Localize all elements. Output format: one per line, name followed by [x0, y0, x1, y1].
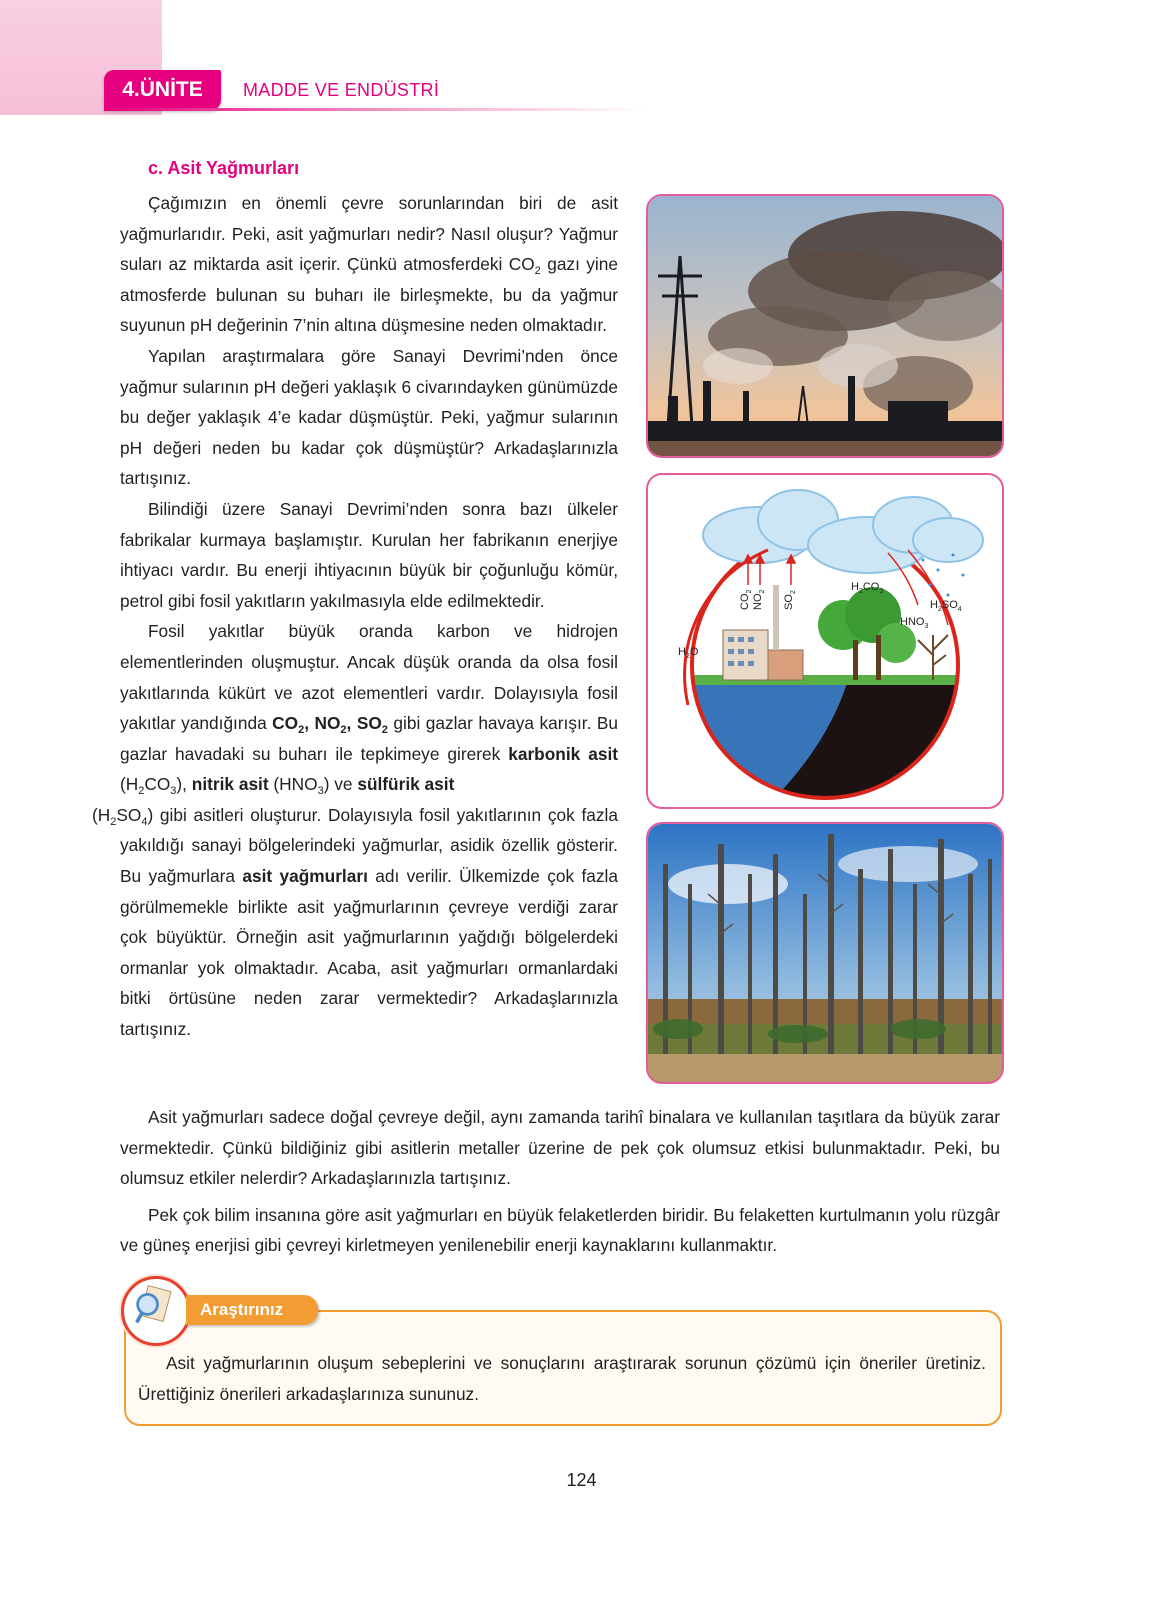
svg-text:HNO3: $HNO_3$ [900, 616, 929, 630]
svg-text:H2O: $H_2O$ [678, 646, 699, 660]
full-width-text [120, 1102, 1000, 1261]
no2-label: NO [752, 593, 764, 610]
paragraph-1: Çağımızın en önemli çevre sorunlarından biri de asit yağmurlarıdır. Peki, asit yağmurları nedir? Nasıl oluşur? Yağmur suları az miktarda asit içerir. Çünkü atmosferdeki $CO_2$ gazı yine atmosferde bulunan su buharı ile birleşmekte, bu da yağmur suyunun pH değerinin 7’nin altına düşmesine neden olmaktadır. [120, 193, 618, 336]
svg-text:SO2: $SO_2$ [783, 590, 797, 610]
svg-text:H2SO4: $H_2SO_4$ [930, 599, 962, 613]
svg-text:NO2: $NO_2$ [752, 589, 766, 610]
dead-forest-photo [646, 822, 1004, 1084]
h2co3-label: H [851, 581, 859, 593]
svg-text:CO2: $CO_2$ [739, 589, 753, 610]
paragraph-2: Yapılan araştırmalara göre Sanayi Devrimi’nden önce yağmur sularının pH değeri yaklaşık 6 civarındayken günümüzde bu değer yaklaşık 4’e kadar düşmüştür. Peki, yağmur sularının pH değeri neden bu kadar çok düşmüştür? Arkadaşlarınızla tartışınız. [120, 345, 618, 489]
paragraph-5: Asit yağmurları sadece doğal çevreye değil, aynı zamanda tarihî binalara ve kullanılan taşıtlara da büyük zarar vermektedir. Çünkü bildiğiniz gibi asitlerin metaller üzerine de pek çok olumsuz etkisi bulunmaktadır. Peki, bu olumsuz etkiler nelerdir? Arkadaşlarınızla tartışınız. [120, 1107, 1000, 1189]
paragraph-4: Fosil yakıtlar büyük oranda karbon ve hidrojen elementlerinden oluşmuştur. Ancak düşük oranda da olsa fosil yakıtlarında kükürt ve azot elementleri vardır. Dolayısıyla fosil yakıtlar yandığında $CO_2$, $NO_2$, $SO_2$ gibi gazlar havaya karışır. Bu gazlar havadaki su buharı ile tepkimeye girerek karbonik asit $(H_2CO_3)$, nitrik asit $(HNO_3)$ ve sülfürik asit $(H_2SO_4)$ gibi asitleri oluşturur. Dolayısıyla fosil yakıtlarının çok fazla yakıldığı sanayi bölgelerindeki yağmurlar, asidik özellik gösterir. Bu yağmurlara asit yağmurları adı verilir. Ülkemizde çok fazla görülmemekle birlikte asit yağmurlarının çevreye verdiği zarar çok büyüktür. Örneğin asit yağmurlarının yağdığı bölgelerdeki ormanlar yok olmaktadır. Acaba, asit yağmurları ormanlardaki bitki örtüsüne neden zarar vermektedir? Arkadaşlarınızla tartışınız. [92, 621, 619, 1040]
unit-title: MADDE VE ENDÜSTRİ [243, 80, 440, 100]
research-label: Araştırınız [186, 1295, 318, 1325]
research-magnifier-icon [121, 1276, 191, 1346]
paragraph-3: Bilindiği üzere Sanayi Devrimi’nden sonra bazı ülkeler fabrikalar kurmaya başlamıştır. Kurulan her fabrikanın enerjiye ihtiyacı vardır. Bu enerji ihtiyacının büyük bir çoğunluğu kömür, petrol gibi fosil yakıtların yakılmasıyla elde edilmektedir. [120, 498, 618, 611]
paragraph-6: Pek çok bilim insanına göre asit yağmurları en büyük felaketlerden biridir. Bu felaketten kurtulmanın yolu rüzgâr ve güneş enerjisi gibi çevreyi kirletmeyen yenilenebilir enerji kaynaklarını kullanmaktır. [120, 1204, 1000, 1256]
svg-text:H2CO3: $H_2CO_3$ [851, 581, 884, 595]
so2-label: SO [783, 594, 795, 610]
h2o-label: H [678, 646, 686, 658]
main-text-column [92, 188, 619, 1045]
hno3-label: HNO [900, 616, 925, 628]
acid-rain-diagram [646, 473, 1004, 809]
section-title: c. Asit Yağmurları [148, 158, 300, 178]
page-number: 124 [566, 1470, 597, 1490]
unit-badge: 4.ÜNİTE [104, 70, 221, 110]
factory-smoke-photo [646, 194, 1004, 458]
research-text: Asit yağmurlarının oluşum sebeplerini ve sonuçlarını araştırarak sorunun çözümü için öneriler üretiniz. Ürettiğiniz önerileri arkadaşlarınıza sununuz. [138, 1353, 986, 1404]
h2so4-label: H [930, 599, 938, 611]
header-divider [104, 108, 644, 111]
co2-label: CO [739, 593, 751, 610]
